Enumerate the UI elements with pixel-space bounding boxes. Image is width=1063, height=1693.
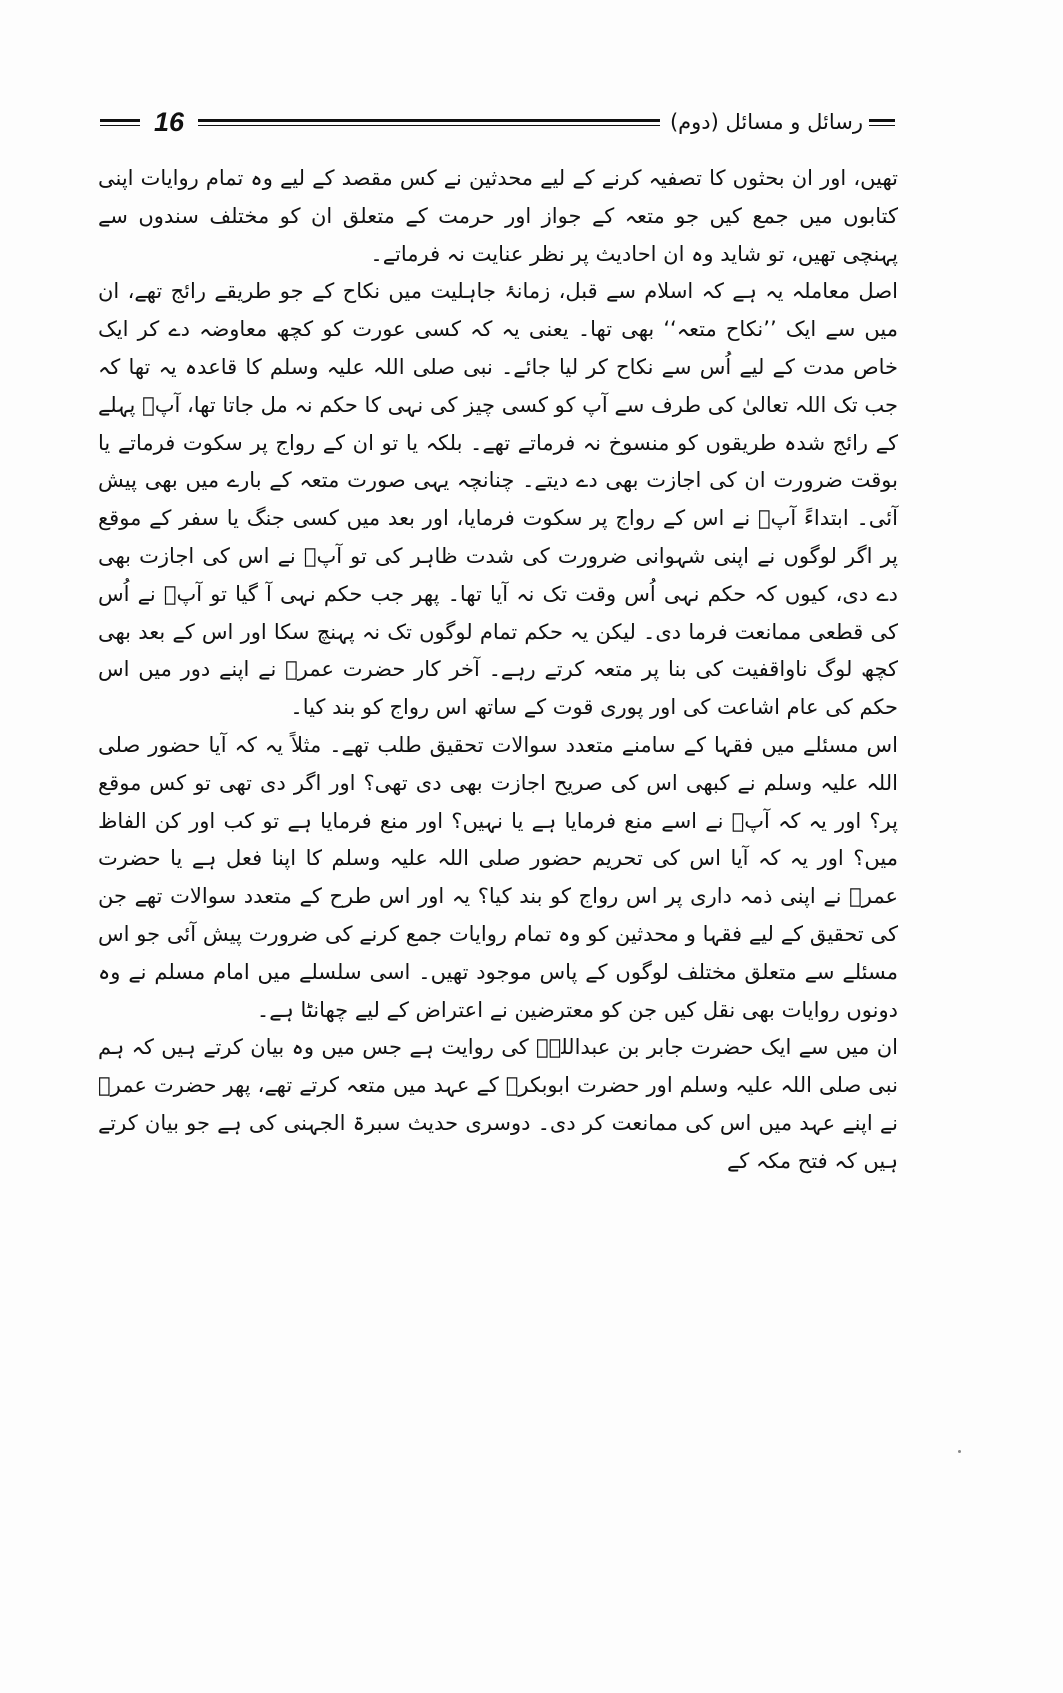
paragraph: ان میں سے ایک حضرت جابر بن عبداللہؓ کی روایت ہے جس میں وہ بیان کرتے ہیں کہ ہم نبی صلی اللہ علیہ وسلم اور حضرت ابوبکرؓ کے عہد میں متعہ کرتے تھے، پھر حضرت عمرؓ نے اپنے عہد میں اس کی ممانعت کر دی۔ دوسری حدیث سبرۃ الجہنی کی ہے جو بیان کرتے ہیں کہ فتح مکہ کے <box>98 1035 898 1173</box>
scan-speck <box>958 1450 961 1453</box>
header-rule-right <box>869 119 895 126</box>
running-header <box>100 102 895 142</box>
header-rule-left <box>100 119 140 126</box>
running-title: رسائل و مسائل (دوم) <box>669 110 863 134</box>
paragraph: اس مسئلے میں فقہا کے سامنے متعدد سوالات تحقیق طلب تھے۔ مثلاً یہ کہ آیا حضور صلی اللہ علیہ وسلم نے کبھی اس کی صریح اجازت بھی دی تھی؟ اور اگر دی تھی تو کس موقع پر؟ اور یہ کہ آپؐ نے اسے منع فرمایا ہے یا نہیں؟ اور منع فرمایا ہے تو کب اور کن الفاظ میں؟ اور یہ کہ آیا اس کی تحریم حضور صلی اللہ علیہ وسلم کا اپنا فعل ہے یا حضرت عمرؓ نے اپنی ذمہ داری پر اس رواج کو بند کیا؟ یہ اور اس طرح کے متعدد سوالات تھے جن کی تحقیق کے لیے فقہا و محدثین کو وہ تمام روایات جمع کرنے کی ضرورت پیش آئی جو اس مسئلے سے متعلق مختلف لوگوں کے پاس موجود تھیں۔ اسی سلسلے میں امام مسلم نے وہ دونوں روایات بھی نقل کیں جن کو معترضین نے اعتراض کے لیے چھانٹا ہے۔ <box>98 732 898 1022</box>
page-number: 16 <box>154 106 185 137</box>
header-rule-middle <box>198 119 660 126</box>
body-text <box>98 160 898 1181</box>
paragraph: تھیں، اور ان بحثوں کا تصفیہ کرنے کے لیے محدثین نے کس مقصد کے لیے وہ تمام روایات اپنی کتابوں میں جمع کیں جو متعہ کے جواز اور حرمت کے متعلق ان کو مختلف سندوں سے پہنچی تھیں، تو شاید وہ ان احادیث پر نظر عنایت نہ فرماتے۔ <box>98 166 898 266</box>
paragraph: اصل معاملہ یہ ہے کہ اسلام سے قبل، زمانۂ جاہلیت میں نکاح کے جو طریقے رائج تھے، ان میں سے ایک ’’نکاح متعہ‘‘ بھی تھا۔ یعنی یہ کہ کسی عورت کو کچھ معاوضہ دے کر ایک خاص مدت کے لیے اُس سے نکاح کر لیا جائے۔ نبی صلی اللہ علیہ وسلم کا قاعدہ یہ تھا کہ جب تک اللہ تعالیٰ کی طرف سے آپ کو کسی چیز کی نہی کا حکم نہ مل جاتا تھا، آپؐ پہلے کے رائج شدہ طریقوں کو منسوخ نہ فرماتے تھے۔ بلکہ یا تو ان کے رواج پر سکوت فرماتے یا بوقت ضرورت ان کی اجازت بھی دے دیتے۔ چنانچہ یہی صورت متعہ کے بارے میں بھی پیش آئی۔ ابتداءً آپؐ نے اس کے رواج پر سکوت فرمایا، اور بعد میں کسی جنگ یا سفر کے موقع پر اگر لوگوں نے اپنی شہوانی ضرورت کی شدت ظاہر کی تو آپؐ نے اس کی اجازت بھی دے دی، کیوں کہ حکم نہی اُس وقت تک نہ آیا تھا۔ پھر جب حکم نہی آ گیا تو آپؐ نے اُس کی قطعی ممانعت فرما دی۔ لیکن یہ حکم تمام لوگوں تک نہ پہنچ سکا اور اس کے بعد بھی کچھ لوگ ناواقفیت کی بنا پر متعہ کرتے رہے۔ آخر کار حضرت عمرؓ نے اپنے دور میں اس حکم کی عام اشاعت کی اور پوری قوت کے ساتھ اس رواج کو بند کیا۔ <box>98 279 898 720</box>
